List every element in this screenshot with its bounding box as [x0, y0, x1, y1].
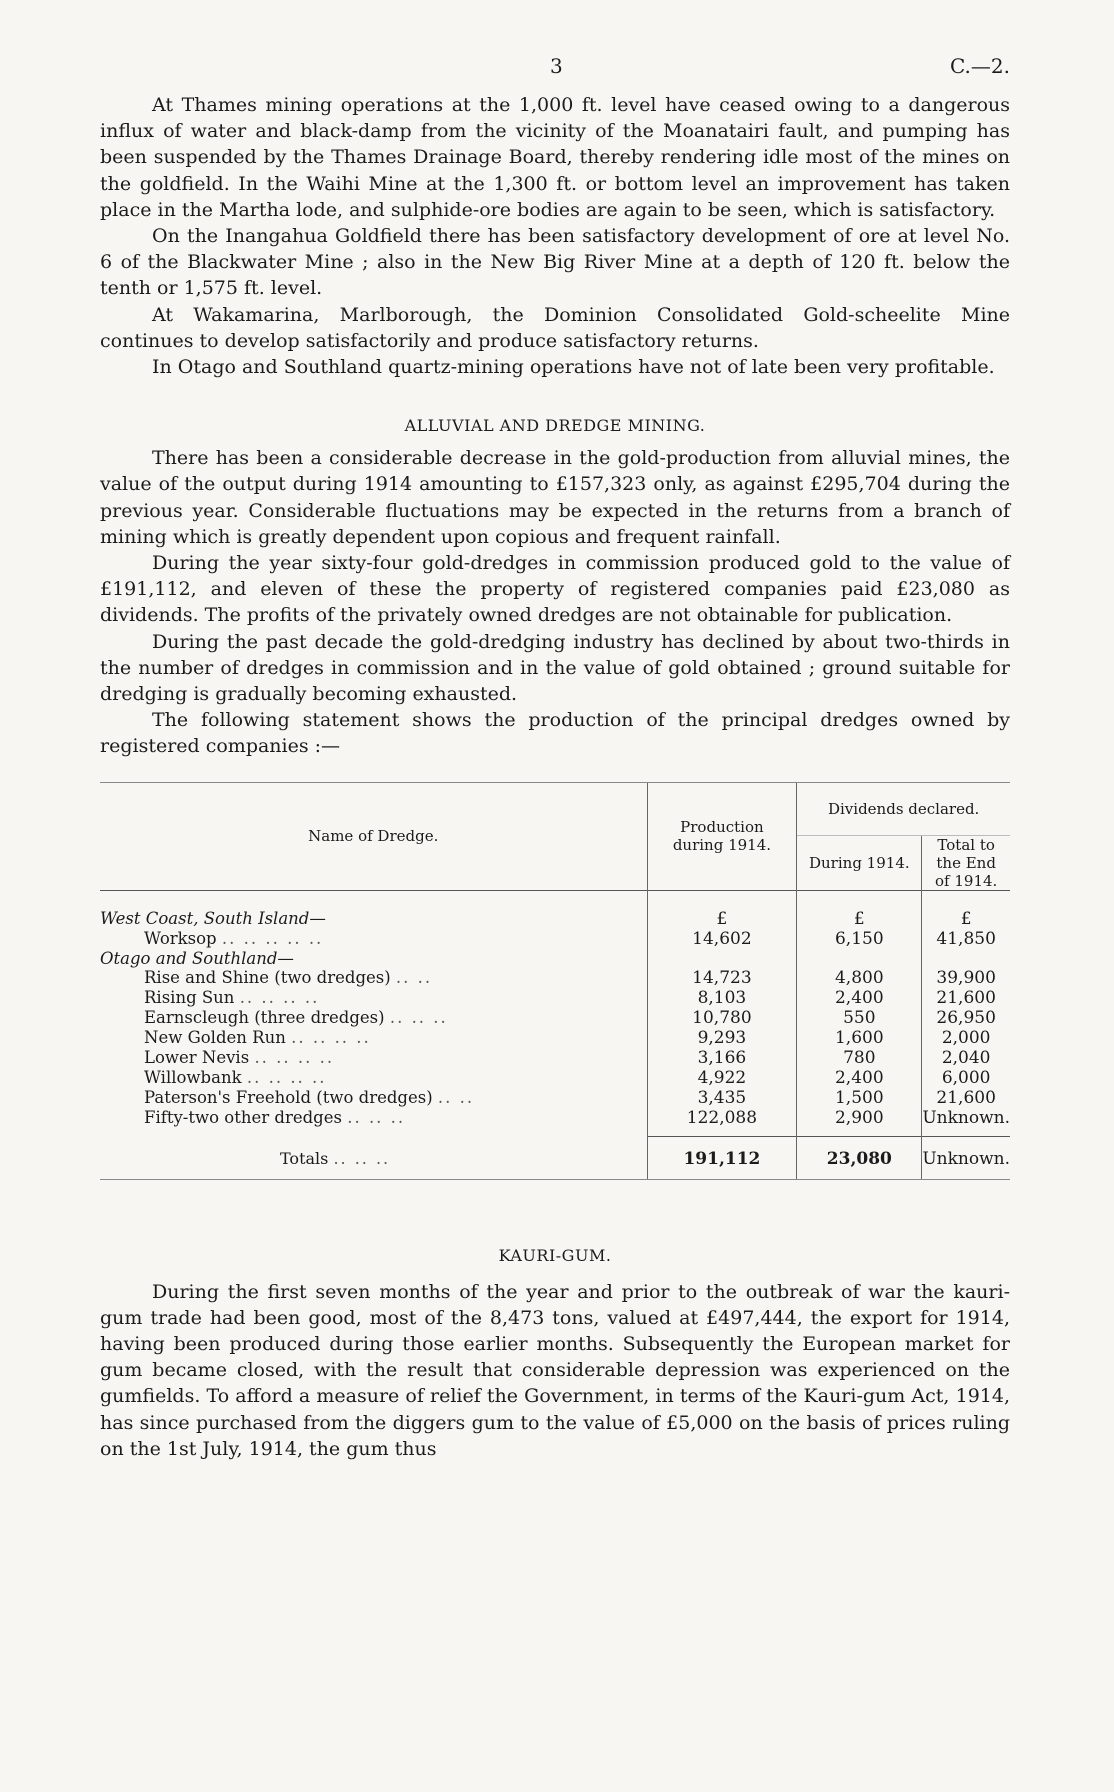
production-value: 3,435 — [647, 1088, 797, 1108]
section-title-kauri-gum: KAURI-GUM. — [498, 1245, 612, 1265]
group-label-west-coast: West Coast, South Island— — [100, 909, 326, 929]
currency-symbol: £ — [647, 890, 797, 929]
document-page — [100, 52, 1010, 1462]
table-row — [100, 1008, 1010, 1028]
intro-paragraph-otago: In Otago and Southland quartz-mining operations have not of late been very profitable. — [152, 356, 995, 379]
header-production: Production during 1914. — [647, 783, 797, 891]
table-row — [100, 1088, 1010, 1108]
dividend-1914-value: 6,150 — [797, 929, 922, 949]
dividend-total-value: 39,900 — [922, 968, 1010, 988]
dividend-total-value: 2,040 — [922, 1048, 1010, 1068]
production-value: 4,922 — [647, 1068, 797, 1088]
table-row — [100, 1028, 1010, 1048]
intro-paragraph-wakamarina: At Wakamarina, Marlborough, the Dominion Consolidated Gold-scheelite Mine continues to develop satisfactorily and produce satisfactory returns. — [100, 303, 1010, 352]
intro-paragraph-thames: At Thames mining operations at the 1,000 ft. level have ceased owing to a dangerous influx of water and black-damp from the vicinity of the Moanatairi fault, and pumping has been suspended by the Thames Drainage Board, thereby rendering idle most of the mines on the goldfield. In the Waihi Mine at the 1,300 ft. or bottom level an improvement has taken place in the Martha lode, and sulphide-ore bodies are again to be seen, which is satisfactory. — [100, 94, 1010, 221]
dividend-1914-value: 2,900 — [797, 1108, 922, 1137]
intro-paragraph-inangahua: On the Inangahua Goldfield there has been satisfactory development of ore at level No. 6 of the Blackwater Mine ; also in the New Big River Mine at a depth of 120 ft. below the tenth or 1,575 ft. level. — [100, 225, 1010, 300]
leader-dots: .. .. — [437, 1088, 475, 1108]
alluvial-paragraph: During the year sixty-four gold-dredges in commission produced gold to the value of £191,112, and eleven of these the property of registered companies paid £23,080 as dividends. The profits of the privately owned dredges are not obtainable for publication. — [100, 552, 1010, 627]
dividend-total-value: 21,600 — [922, 988, 1010, 1008]
leader-dots: .. .. .. .. .. — [221, 929, 324, 949]
dividend-1914-value: 550 — [797, 1008, 922, 1028]
kauri-gum-paragraph: During the first seven months of the year and prior to the outbreak of war the kauri-gum trade had been good, most of the 8,473 tons, valued at £497,444, the export for 1914, having been produced during those earlier months. Subsequently the European market for gum became closed, with the result that considerable depression was experienced on the gumfields. To afford a measure of relief the Government, in terms of the Kauri-gum Act, 1914, has since purchased from the diggers gum to the value of £5,000 on the basis of prices ruling on the 1st July, 1914, the gum thus — [100, 1280, 1010, 1460]
dredge-name: Willowbank — [144, 1068, 242, 1088]
production-value: 9,293 — [647, 1028, 797, 1048]
dredge-name: Fifty-two other dredges — [144, 1108, 342, 1128]
page-number: 3 — [550, 54, 563, 78]
total-production: 191,112 — [647, 1136, 797, 1179]
leader-dots: .. .. .. — [347, 1108, 406, 1128]
table-row — [100, 968, 1010, 988]
header-during-1914: During 1914. — [797, 835, 922, 890]
dredge-name: Earnscleugh (three dredges) — [144, 1008, 385, 1028]
table-row — [100, 929, 1010, 949]
header-total-to-end: Total to the End of 1914. — [922, 835, 1010, 890]
leader-dots: .. .. — [395, 968, 433, 988]
dredge-name: Rising Sun — [144, 988, 235, 1008]
table-row — [100, 988, 1010, 1008]
production-value: 3,166 — [647, 1048, 797, 1068]
currency-symbol: £ — [922, 890, 1010, 929]
page-header — [100, 52, 1010, 92]
production-value: 10,780 — [647, 1008, 797, 1028]
currency-symbol: £ — [797, 890, 922, 929]
alluvial-paragraph: There has been a considerable decrease in the gold-production from alluvial mines, the value of the output during 1914 amounting to £157,323 only, as against £295,704 during the previous year. Considerable fluctuations may be expected in the returns from a branch of mining which is greatly dependent upon copious and frequent rainfall. — [100, 447, 1010, 548]
total-dividends-overall: Unknown. — [922, 1136, 1010, 1179]
table-row — [100, 1048, 1010, 1068]
dredge-name: New Golden Run — [144, 1028, 286, 1048]
table-row — [100, 1068, 1010, 1088]
dredge-name: Paterson's Freehold (two dredges) — [144, 1088, 433, 1108]
header-dividends: Dividends declared. — [797, 783, 1010, 836]
dividend-total-value: 21,600 — [922, 1088, 1010, 1108]
section-title-alluvial: ALLUVIAL AND DREDGE MINING. — [404, 416, 706, 436]
dividend-1914-value: 780 — [797, 1048, 922, 1068]
production-value: 122,088 — [647, 1108, 797, 1137]
total-dividends-1914: 23,080 — [797, 1136, 922, 1179]
dividend-1914-value: 4,800 — [797, 968, 922, 988]
production-value: 14,723 — [647, 968, 797, 988]
totals-row — [100, 1136, 1010, 1179]
table-row — [100, 1108, 1010, 1137]
dredge-name: Rise and Shine (two dredges) — [144, 968, 391, 988]
dividend-1914-value: 2,400 — [797, 988, 922, 1008]
leader-dots: .. .. .. — [333, 1148, 391, 1168]
production-value: 14,602 — [647, 929, 797, 949]
alluvial-paragraph: During the past decade the gold-dredging industry has declined by about two-thirds in the number of dredges in commission and in the value of gold obtained ; ground suitable for dredging is gradually becoming exhausted. — [100, 630, 1010, 706]
group-label-otago: Otago and Southland— — [100, 948, 294, 968]
leader-dots: .. .. .. .. — [254, 1048, 335, 1068]
dividend-total-value: 26,950 — [922, 1008, 1010, 1028]
table-bottom-rule — [100, 1179, 1010, 1180]
dividend-total-value: 41,850 — [922, 929, 1010, 949]
leader-dots: .. .. .. .. — [239, 988, 320, 1008]
dividend-1914-value: 2,400 — [797, 1068, 922, 1088]
dredge-table — [100, 783, 1010, 1179]
leader-dots: .. .. .. .. — [246, 1068, 327, 1088]
totals-label: Totals — [280, 1148, 329, 1168]
dividend-total-value: 2,000 — [922, 1028, 1010, 1048]
dividend-1914-value: 1,500 — [797, 1088, 922, 1108]
leader-dots: .. .. .. — [389, 1008, 448, 1028]
document-code: C.—2. — [949, 54, 1010, 78]
dividend-1914-value: 1,600 — [797, 1028, 922, 1048]
dredge-name: Worksop — [144, 929, 217, 949]
leader-dots: .. .. .. .. — [291, 1028, 371, 1048]
alluvial-paragraph: The following statement shows the production of the principal dredges owned by registered companies :— — [100, 709, 1010, 758]
header-name-of-dredge: Name of Dredge. — [308, 827, 439, 846]
dividend-total-value: Unknown. — [922, 1108, 1010, 1137]
dredge-name: Lower Nevis — [144, 1048, 250, 1068]
production-value: 8,103 — [647, 988, 797, 1008]
dividend-total-value: 6,000 — [922, 1068, 1010, 1088]
